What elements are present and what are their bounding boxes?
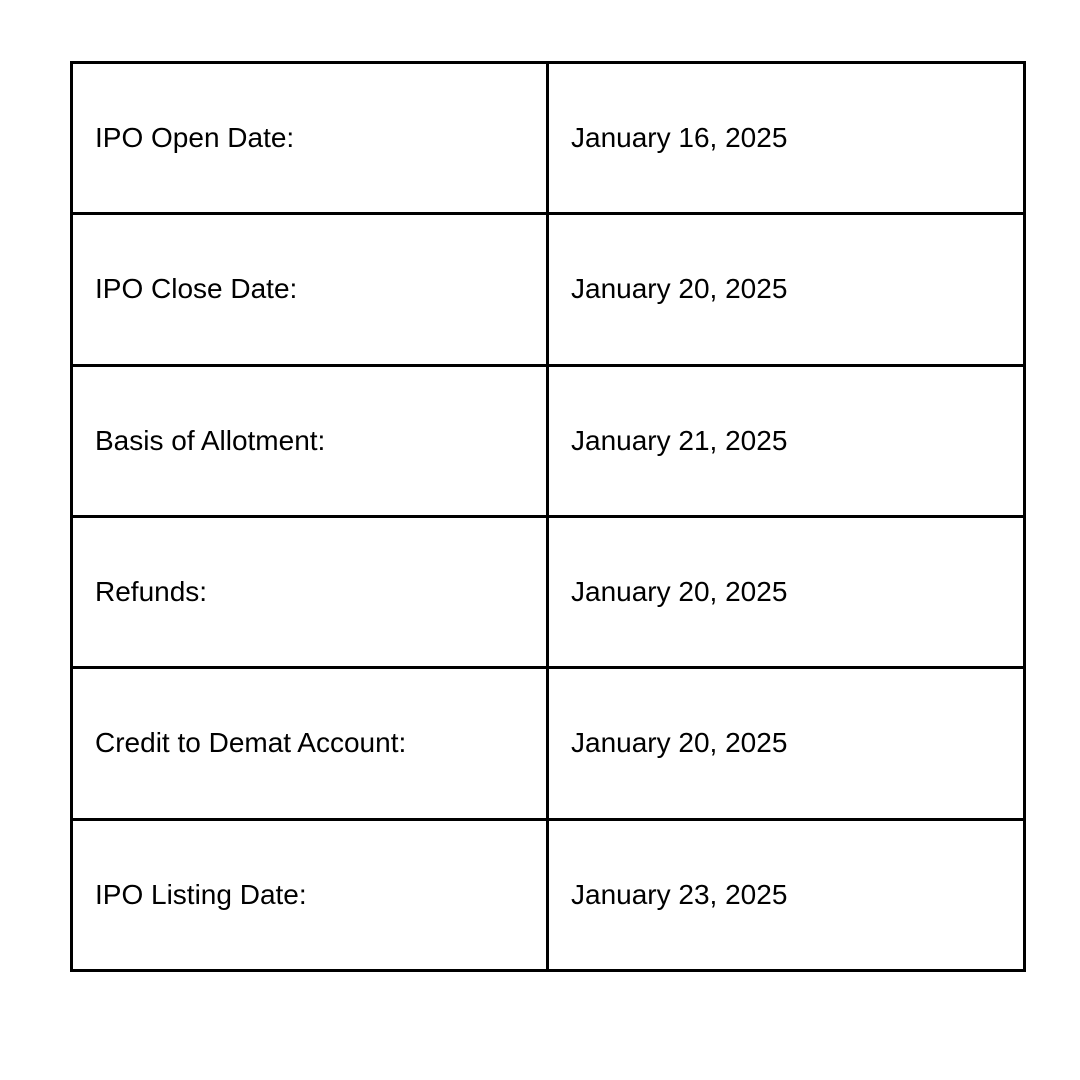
row-label: Basis of Allotment:: [72, 365, 548, 516]
row-value: January 23, 2025: [548, 819, 1025, 970]
row-label: IPO Close Date:: [72, 214, 548, 365]
ipo-schedule-table: [70, 61, 1026, 972]
row-value: January 20, 2025: [548, 214, 1025, 365]
row-label: Refunds:: [72, 516, 548, 667]
table-row: [72, 214, 1025, 365]
row-value: January 20, 2025: [548, 668, 1025, 819]
table-row: [72, 668, 1025, 819]
table-row: [72, 516, 1025, 667]
row-label: IPO Open Date:: [72, 63, 548, 214]
row-value: January 21, 2025: [548, 365, 1025, 516]
table-row: [72, 63, 1025, 214]
row-label: IPO Listing Date:: [72, 819, 548, 970]
row-label: Credit to Demat Account:: [72, 668, 548, 819]
table-row: [72, 365, 1025, 516]
row-value: January 20, 2025: [548, 516, 1025, 667]
table-row: [72, 819, 1025, 970]
row-value: January 16, 2025: [548, 63, 1025, 214]
